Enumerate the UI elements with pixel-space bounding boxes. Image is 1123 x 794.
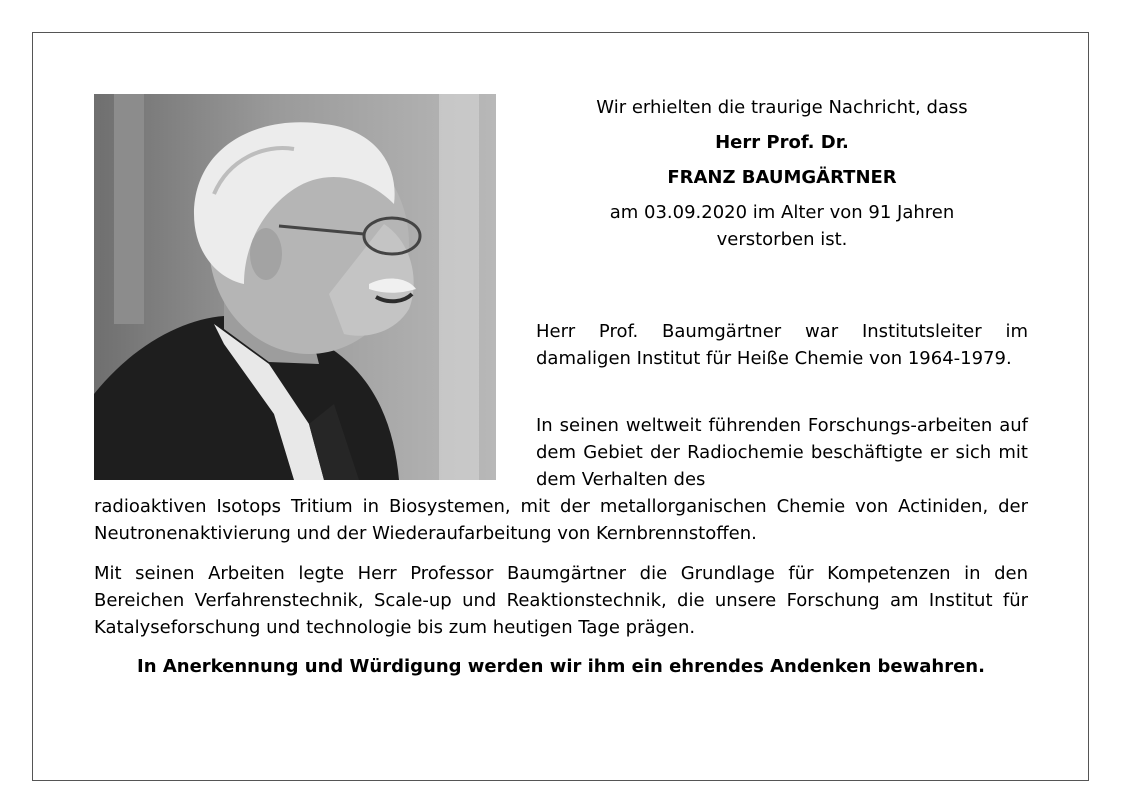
announcement-header (536, 94, 1028, 253)
portrait-photo (94, 94, 496, 480)
paragraph-research: In seinen weltweit führenden Forschungs-arbeiten auf dem Gebiet der Radiochemie beschäftigte er sich mit dem Verhalten des (536, 415, 1028, 490)
academic-title: Herr Prof. Dr. (715, 132, 849, 153)
intro-text: Wir erhielten die traurige Nachricht, dass (596, 97, 968, 118)
deceased-name: FRANZ BAUMGÄRTNER (667, 167, 897, 188)
portrait-illustration (94, 94, 496, 480)
death-date-line: am 03.09.2020 im Alter von 91 Jahren (609, 202, 955, 223)
paragraph-legacy: Mit seinen Arbeiten legte Herr Professor Baumgärtner die Grundlage für Kompetenzen in den Bereichen Verfahrenstechnik, Scale-up und Reaktionstechnik, die unsere Forschung am Institut für Katalyseforschung und technologie bis zum heutigen Tage prägen. (94, 563, 1028, 638)
paragraph-institute: Herr Prof. Baumgärtner war Institutsleiter im damaligen Institut für Heiße Chemie von 1964-1979. (536, 321, 1028, 369)
paragraph-research-continued: radioaktiven Isotops Tritium in Biosystemen, mit der metallorganischen Chemie von Actiniden, der Neutronenaktivierung und der Wiederaufarbeitung von Kernbrennstoffen. (94, 496, 1028, 544)
death-date-line-2: verstorben ist. (716, 229, 848, 250)
closing-statement: In Anerkennung und Würdigung werden wir ihm ein ehrendes Andenken bewahren. (137, 656, 985, 677)
